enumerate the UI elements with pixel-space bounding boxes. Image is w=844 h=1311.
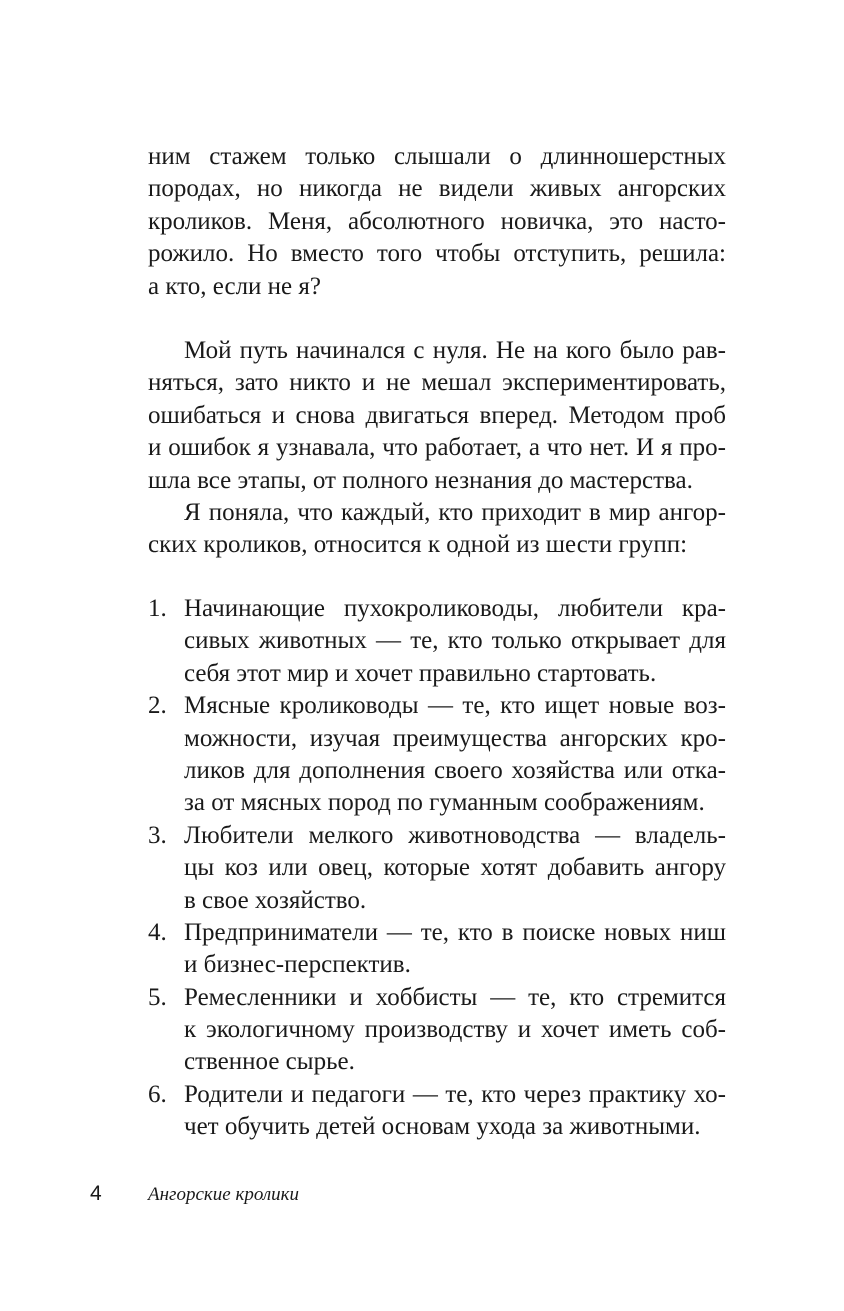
list-number: 6. <box>148 1080 167 1108</box>
list-item <box>148 1079 726 1144</box>
text-line: ских кроликов, относится к одной из шести групп: <box>148 531 688 559</box>
text-line: себя этот мир и хочет правильно стартовать. <box>184 659 657 687</box>
text-line: Мой путь начинался с нуля. Не на кого было рав- <box>184 337 726 364</box>
paragraph-six-groups <box>148 497 726 562</box>
text-line: а кто, если не я? <box>148 272 321 300</box>
text-line: Предприниматели — те, кто в поиске новых ниш <box>184 918 726 946</box>
text-line: ственное сырье. <box>184 1048 355 1076</box>
list-item <box>148 593 726 690</box>
text-line: Ремесленники и хоббисты — те, кто стремится <box>184 983 726 1011</box>
running-title: Ангорские кролики <box>148 1184 300 1205</box>
text-line: няться, зато никто и не мешал экспериментировать, <box>148 369 726 397</box>
text-line: рожило. Но вместо того чтобы отступить, решила: <box>148 240 726 268</box>
page-number: 4 <box>90 1182 102 1205</box>
list-number: 1. <box>148 595 167 622</box>
text-line: ошибаться и снова двигаться вперед. Методом проб <box>148 401 726 429</box>
list-item <box>148 982 726 1079</box>
text-line: Я поняла, что каждый, кто приходит в мир ангор- <box>184 499 726 526</box>
text-line: Любители мелкого животноводства — владель- <box>184 821 726 849</box>
list-number: 3. <box>148 821 167 849</box>
groups-list <box>148 593 726 1144</box>
text-line: цы коз или овец, которые хотят добавить ангору <box>184 854 726 882</box>
intro-paragraph <box>148 141 726 303</box>
text-line: к экологичному производству и хочет иметь соб- <box>184 1016 726 1044</box>
list-number: 5. <box>148 983 167 1011</box>
text-line: в свое хозяйство. <box>184 886 367 914</box>
list-item <box>148 690 726 820</box>
text-line: породах, но никогда не видели живых ангорских <box>148 175 726 203</box>
text-line: шла все этапы, от полного незнания до мастерства. <box>148 466 693 494</box>
list-number: 2. <box>148 692 167 720</box>
text-line: Родители и педагоги — те, кто через практику хо- <box>184 1080 726 1108</box>
text-line: Мясные кролиководы — те, кто ищет новые воз- <box>184 692 726 720</box>
text-line: и бизнес-перспектив. <box>184 951 411 979</box>
text-line: чет обучить детей основам ухода за животными. <box>184 1113 701 1141</box>
paragraph-path-from-zero <box>148 335 726 497</box>
text-line: за от мясных пород по гуманным соображениям. <box>184 789 705 817</box>
list-number: 4. <box>148 918 167 946</box>
text-line: Начинающие пухокролиководы, любители кра- <box>184 595 726 622</box>
text-line: и ошибок я узнавала, что работает, а что нет. И я про- <box>148 434 726 462</box>
list-item <box>148 820 726 917</box>
text-line: ним стажем только слышали о длинношерстных <box>148 143 726 170</box>
text-line: кроликов. Меня, абсолютного новичка, это насто- <box>148 207 726 235</box>
text-line: сивых животных — те, кто только открывает для <box>184 627 726 655</box>
list-item <box>148 917 726 982</box>
text-line: ликов для дополнения своего хозяйства или отка- <box>184 756 726 784</box>
text-line: можности, изучая преимущества ангорских кро- <box>184 724 726 752</box>
